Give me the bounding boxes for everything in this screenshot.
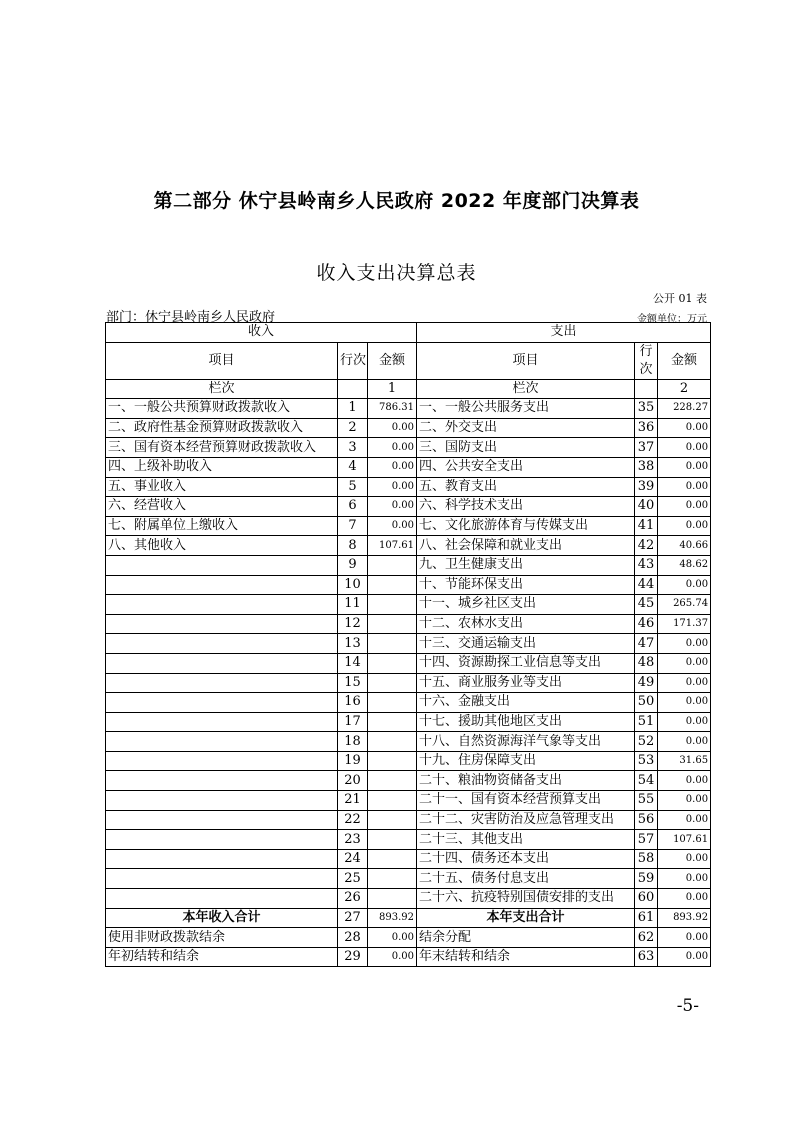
expense-item: 四、公共安全支出 — [417, 457, 635, 477]
expense-amount: 0.00 — [658, 849, 711, 869]
expense-item: 十八、自然资源海洋气象等支出 — [417, 732, 635, 752]
income-line-no: 7 — [338, 516, 368, 536]
expense-line-no: 59 — [635, 869, 658, 889]
expense-amount: 0.00 — [658, 889, 711, 909]
expense-line-no: 58 — [635, 849, 658, 869]
expense-amount: 0.00 — [658, 732, 711, 752]
expense-header: 支出 — [417, 323, 711, 343]
income-line-no: 10 — [338, 575, 368, 595]
expense-amount: 0.00 — [658, 457, 711, 477]
income-amount: 0.00 — [368, 947, 417, 967]
income-line-no: 1 — [338, 399, 368, 419]
expense-amount: 31.65 — [658, 751, 711, 771]
table-row — [106, 595, 711, 615]
expense-item: 十九、住房保障支出 — [417, 751, 635, 771]
income-item — [106, 889, 338, 909]
expense-line-no: 63 — [635, 947, 658, 967]
table-row — [106, 497, 711, 517]
column-header-row — [106, 342, 711, 379]
expense-item: 十三、交通运输支出 — [417, 634, 635, 654]
income-item — [106, 830, 338, 850]
income-column-label: 栏次 — [106, 379, 338, 399]
income-expense-table — [105, 322, 711, 967]
table-row — [106, 947, 711, 967]
expense-amount: 48.62 — [658, 555, 711, 575]
income-item — [106, 673, 338, 693]
expense-amount: 0.00 — [658, 673, 711, 693]
expense-line-no: 40 — [635, 497, 658, 517]
table-row — [106, 555, 711, 575]
income-amount — [368, 575, 417, 595]
expense-line-no: 44 — [635, 575, 658, 595]
income-line-no: 27 — [338, 908, 368, 928]
income-line-no: 14 — [338, 653, 368, 673]
income-item: 三、国有资本经营预算财政拨款收入 — [106, 438, 338, 458]
expense-item: 本年支出合计 — [417, 908, 635, 928]
expense-line-no: 38 — [635, 457, 658, 477]
expense-line-no-header: 行 次 — [635, 342, 658, 379]
table-row — [106, 536, 711, 556]
expense-amount: 0.00 — [658, 947, 711, 967]
income-line-no: 6 — [338, 497, 368, 517]
expense-line-no: 36 — [635, 418, 658, 438]
income-item — [106, 771, 338, 791]
expense-amount: 40.66 — [658, 536, 711, 556]
expense-line-no: 49 — [635, 673, 658, 693]
expense-item: 七、文化旅游体育与传媒支出 — [417, 516, 635, 536]
expense-amount: 0.00 — [658, 575, 711, 595]
expense-line-no: 41 — [635, 516, 658, 536]
expense-line-no: 60 — [635, 889, 658, 909]
income-line-no: 3 — [338, 438, 368, 458]
income-line-no: 25 — [338, 869, 368, 889]
income-amount — [368, 634, 417, 654]
income-line-no: 21 — [338, 791, 368, 811]
table-row — [106, 634, 711, 654]
expense-amount: 0.00 — [658, 869, 711, 889]
income-line-no: 4 — [338, 457, 368, 477]
table-row — [106, 810, 711, 830]
expense-amount: 228.27 — [658, 399, 711, 419]
income-item — [106, 751, 338, 771]
income-amount — [368, 751, 417, 771]
table-header-row — [106, 323, 711, 343]
expense-item: 十四、资源勘探工业信息等支出 — [417, 653, 635, 673]
expense-item: 十一、城乡社区支出 — [417, 595, 635, 615]
expense-amount: 265.74 — [658, 595, 711, 615]
income-item: 一、一般公共预算财政拨款收入 — [106, 399, 338, 419]
income-item: 四、上级补助收入 — [106, 457, 338, 477]
income-item — [106, 634, 338, 654]
income-amount: 893.92 — [368, 908, 417, 928]
income-amount — [368, 830, 417, 850]
table-row — [106, 869, 711, 889]
table-row — [106, 457, 711, 477]
expense-line-no: 45 — [635, 595, 658, 615]
income-line-no: 8 — [338, 536, 368, 556]
income-item — [106, 575, 338, 595]
expense-amount: 0.00 — [658, 693, 711, 713]
income-item — [106, 849, 338, 869]
income-line-no: 18 — [338, 732, 368, 752]
expense-line-no: 51 — [635, 712, 658, 732]
total-row — [106, 908, 711, 928]
table-row — [106, 791, 711, 811]
table-row — [106, 438, 711, 458]
expense-item: 结余分配 — [417, 928, 635, 948]
expense-line-no: 55 — [635, 791, 658, 811]
expense-line-no: 39 — [635, 477, 658, 497]
expense-item: 二、外交支出 — [417, 418, 635, 438]
expense-column-label: 栏次 — [417, 379, 635, 399]
table-title: 收入支出决算总表 — [316, 262, 477, 284]
expense-item: 年末结转和结余 — [417, 947, 635, 967]
income-amount — [368, 810, 417, 830]
expense-item-header: 项目 — [417, 342, 635, 379]
table-row — [106, 928, 711, 948]
income-amount — [368, 614, 417, 634]
expense-amount: 0.00 — [658, 516, 711, 536]
expense-amount: 0.00 — [658, 791, 711, 811]
form-number: 公开 01 表 — [653, 292, 707, 305]
income-amount: 786.31 — [368, 399, 417, 419]
expense-item: 二十六、抗疫特别国债安排的支出 — [417, 889, 635, 909]
expense-amount: 0.00 — [658, 634, 711, 654]
income-amount — [368, 673, 417, 693]
income-amount — [368, 555, 417, 575]
income-item — [106, 810, 338, 830]
expense-line-no: 35 — [635, 399, 658, 419]
table-row — [106, 693, 711, 713]
expense-line-no: 52 — [635, 732, 658, 752]
expense-item: 八、社会保障和就业支出 — [417, 536, 635, 556]
expense-line-no: 43 — [635, 555, 658, 575]
expense-item: 一、一般公共服务支出 — [417, 399, 635, 419]
income-item — [106, 791, 338, 811]
table-row — [106, 399, 711, 419]
income-item — [106, 869, 338, 889]
income-line-no: 5 — [338, 477, 368, 497]
expense-item: 二十五、债务付息支出 — [417, 869, 635, 889]
document-title: 第二部分 休宁县岭南乡人民政府 2022 年度部门决算表 — [153, 190, 640, 212]
table-row — [106, 849, 711, 869]
expense-amount: 0.00 — [658, 928, 711, 948]
expense-amount: 0.00 — [658, 771, 711, 791]
expense-item: 十五、商业服务业等支出 — [417, 673, 635, 693]
table-row — [106, 830, 711, 850]
income-line-no-header: 行次 — [338, 342, 368, 379]
income-amount — [368, 732, 417, 752]
income-amount: 0.00 — [368, 418, 417, 438]
income-amount-header: 金额 — [368, 342, 417, 379]
income-item: 使用非财政拨款结余 — [106, 928, 338, 948]
expense-item: 十二、农林水支出 — [417, 614, 635, 634]
expense-item: 二十三、其他支出 — [417, 830, 635, 850]
income-item: 二、政府性基金预算财政拨款收入 — [106, 418, 338, 438]
income-item: 七、附属单位上缴收入 — [106, 516, 338, 536]
income-line-no: 13 — [338, 634, 368, 654]
income-item-header: 项目 — [106, 342, 338, 379]
income-item — [106, 653, 338, 673]
table-row — [106, 751, 711, 771]
expense-amount: 893.92 — [658, 908, 711, 928]
expense-line-no: 42 — [635, 536, 658, 556]
income-line-no: 11 — [338, 595, 368, 615]
expense-item: 二十二、灾害防治及应急管理支出 — [417, 810, 635, 830]
income-amount: 0.00 — [368, 516, 417, 536]
income-item: 本年收入合计 — [106, 908, 338, 928]
expense-item: 十、节能环保支出 — [417, 575, 635, 595]
page-number: -5- — [676, 996, 699, 1016]
income-item — [106, 693, 338, 713]
expense-amount: 0.00 — [658, 810, 711, 830]
income-amount: 0.00 — [368, 928, 417, 948]
income-amount — [368, 869, 417, 889]
table-row — [106, 712, 711, 732]
income-line-no: 26 — [338, 889, 368, 909]
expense-item: 十七、援助其他地区支出 — [417, 712, 635, 732]
income-item — [106, 595, 338, 615]
income-line-no: 22 — [338, 810, 368, 830]
expense-amount: 0.00 — [658, 653, 711, 673]
table-row — [106, 418, 711, 438]
income-item — [106, 712, 338, 732]
income-line-no: 24 — [338, 849, 368, 869]
expense-line-no: 54 — [635, 771, 658, 791]
income-line-no: 19 — [338, 751, 368, 771]
income-amount: 0.00 — [368, 457, 417, 477]
income-item — [106, 732, 338, 752]
column-number-row — [106, 379, 711, 399]
table-row — [106, 516, 711, 536]
income-item: 六、经营收入 — [106, 497, 338, 517]
income-amount: 107.61 — [368, 536, 417, 556]
table-row — [106, 673, 711, 693]
income-line-no: 20 — [338, 771, 368, 791]
table-row — [106, 614, 711, 634]
income-line-no: 15 — [338, 673, 368, 693]
income-item: 年初结转和结余 — [106, 947, 338, 967]
income-line-no: 29 — [338, 947, 368, 967]
income-amount: 0.00 — [368, 497, 417, 517]
income-amount: 0.00 — [368, 477, 417, 497]
expense-item: 五、教育支出 — [417, 477, 635, 497]
income-amount: 0.00 — [368, 438, 417, 458]
income-amount — [368, 889, 417, 909]
expense-column-number: 2 — [658, 379, 711, 399]
expense-amount: 0.00 — [658, 712, 711, 732]
department-label: 部门：休宁县岭南乡人民政府 — [106, 310, 276, 325]
expense-line-no: 56 — [635, 810, 658, 830]
income-line-no: 9 — [338, 555, 368, 575]
table-row — [106, 653, 711, 673]
expense-item: 九、卫生健康支出 — [417, 555, 635, 575]
expense-amount: 171.37 — [658, 614, 711, 634]
income-line-no: 17 — [338, 712, 368, 732]
expense-line-no: 57 — [635, 830, 658, 850]
expense-item: 六、科学技术支出 — [417, 497, 635, 517]
expense-line-no: 61 — [635, 908, 658, 928]
income-header: 收入 — [106, 323, 417, 343]
income-item: 八、其他收入 — [106, 536, 338, 556]
expense-item: 十六、金融支出 — [417, 693, 635, 713]
expense-item: 二十四、债务还本支出 — [417, 849, 635, 869]
income-amount — [368, 849, 417, 869]
income-line-no: 2 — [338, 418, 368, 438]
expense-line-no: 48 — [635, 653, 658, 673]
expense-amount: 0.00 — [658, 438, 711, 458]
expense-line-no: 37 — [635, 438, 658, 458]
table-row — [106, 889, 711, 909]
expense-line-no: 53 — [635, 751, 658, 771]
table-row — [106, 771, 711, 791]
income-line-no: 12 — [338, 614, 368, 634]
expense-amount: 0.00 — [658, 497, 711, 517]
income-item — [106, 555, 338, 575]
expense-line-no: 46 — [635, 614, 658, 634]
table-row — [106, 477, 711, 497]
income-line-no: 28 — [338, 928, 368, 948]
income-item — [106, 614, 338, 634]
income-amount — [368, 693, 417, 713]
expense-item: 二十一、国有资本经营预算支出 — [417, 791, 635, 811]
expense-amount: 107.61 — [658, 830, 711, 850]
income-line-no: 23 — [338, 830, 368, 850]
income-column-number: 1 — [368, 379, 417, 399]
expense-line-no: 62 — [635, 928, 658, 948]
table-row — [106, 732, 711, 752]
table-row — [106, 575, 711, 595]
expense-amount-header: 金额 — [658, 342, 711, 379]
income-line-no: 16 — [338, 693, 368, 713]
expense-amount: 0.00 — [658, 418, 711, 438]
income-amount — [368, 771, 417, 791]
amount-unit-label: 金额单位：万元 — [637, 314, 707, 325]
income-amount — [368, 712, 417, 732]
expense-item: 二十、粮油物资储备支出 — [417, 771, 635, 791]
income-amount — [368, 653, 417, 673]
expense-item: 三、国防支出 — [417, 438, 635, 458]
expense-line-no: 50 — [635, 693, 658, 713]
income-amount — [368, 791, 417, 811]
expense-line-no: 47 — [635, 634, 658, 654]
income-item: 五、事业收入 — [106, 477, 338, 497]
income-amount — [368, 595, 417, 615]
expense-amount: 0.00 — [658, 477, 711, 497]
